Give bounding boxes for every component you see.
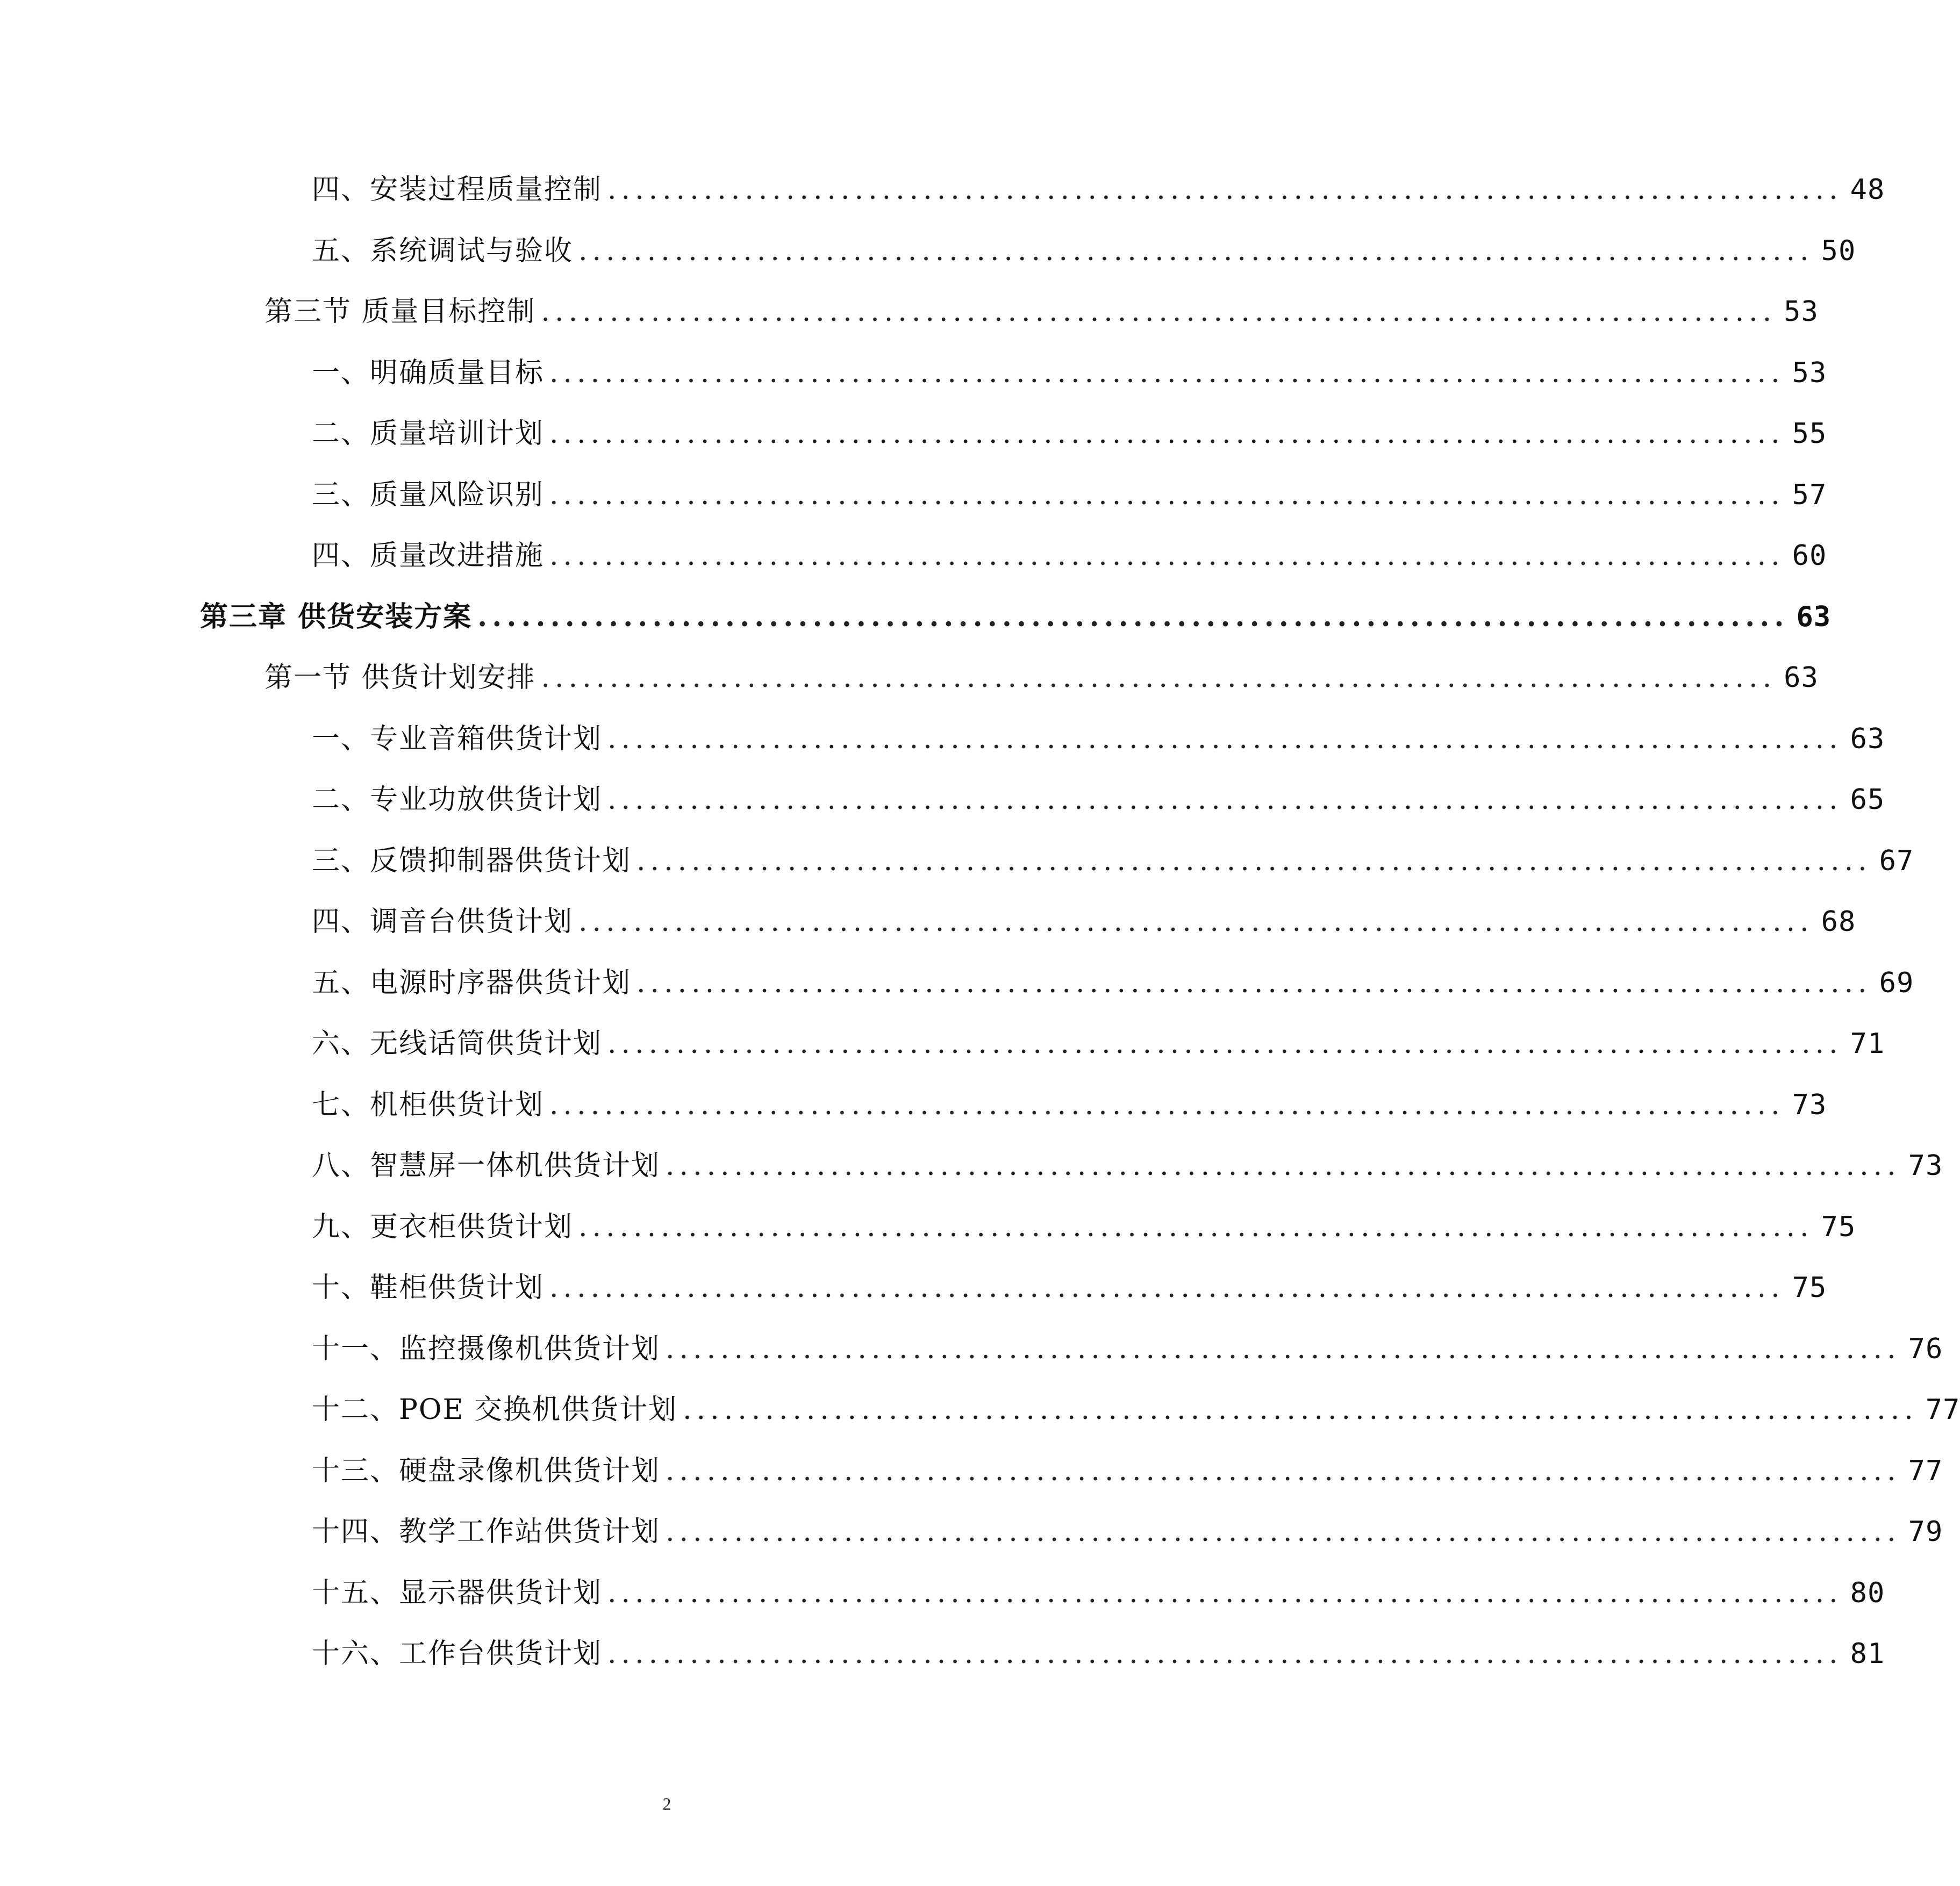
toc-entry-page: 76 [1908, 1333, 1943, 1365]
toc-entry-page: 77 [1925, 1394, 1960, 1426]
toc-entry-page: 68 [1821, 906, 1856, 938]
toc-entry-chapter[interactable] [200, 587, 1832, 636]
toc-entry[interactable] [312, 1564, 1885, 1612]
toc-entry-label: 一、专业音箱供货计划 [312, 723, 603, 755]
dot-leader: .......................................................................................... [578, 906, 1814, 938]
toc-entry-page: 75 [1792, 1272, 1827, 1304]
dot-leader: .......................................................................................... [549, 1272, 1785, 1304]
toc-entry-label: 十、鞋柜供货计划 [312, 1272, 545, 1304]
toc-entry[interactable] [312, 526, 1827, 575]
toc-entry-label: 第三章 供货安装方案 [200, 600, 473, 633]
toc-entry-page: 79 [1908, 1516, 1943, 1548]
dot-leader: .......................................................................................... [666, 1455, 1901, 1487]
toc-entry[interactable] [312, 1075, 1827, 1124]
toc-entry-label: 十六、工作台供货计划 [312, 1638, 603, 1670]
dot-leader: .......................................................................................... [541, 662, 1777, 694]
toc-entry-page: 50 [1821, 235, 1856, 267]
dot-leader: .......................................................................................... [607, 723, 1843, 755]
toc-entry[interactable] [312, 343, 1827, 392]
toc-entry[interactable] [312, 404, 1827, 453]
toc-entry[interactable] [312, 1197, 1856, 1246]
dot-leader: .......................................................................................... [549, 357, 1785, 389]
dot-leader: .......................................................................................... [477, 600, 1789, 633]
toc-entry-page: 48 [1850, 174, 1885, 206]
toc-entry[interactable] [312, 1624, 1885, 1673]
toc-entry-label: 二、质量培训计划 [312, 418, 545, 450]
toc-entry-page: 71 [1850, 1028, 1885, 1060]
toc-entry[interactable] [312, 221, 1856, 270]
toc-entry-label: 十五、显示器供货计划 [312, 1577, 603, 1609]
toc-entry[interactable] [312, 1380, 1960, 1429]
toc-entry[interactable] [312, 709, 1885, 758]
toc-entry[interactable] [312, 831, 1914, 880]
toc-entry-label: 第一节 供货计划安排 [264, 662, 536, 694]
toc-entry-label: 七、机柜供货计划 [312, 1089, 545, 1121]
dot-leader: .......................................................................................... [549, 418, 1785, 450]
toc-entry[interactable] [264, 282, 1819, 331]
toc-entry-page: 67 [1879, 845, 1914, 877]
toc-entry-label: 六、无线话筒供货计划 [312, 1028, 603, 1060]
dot-leader: .......................................................................................... [607, 1638, 1843, 1670]
toc-entry-label: 三、反馈抑制器供货计划 [312, 845, 632, 877]
toc-entry-page: 65 [1850, 784, 1885, 816]
toc-entry-label: 三、质量风险识别 [312, 479, 545, 511]
dot-leader: .......................................................................................... [683, 1394, 1918, 1426]
dot-leader: .......................................................................................... [607, 174, 1843, 206]
dot-leader: .......................................................................................... [549, 1089, 1785, 1121]
toc-entry[interactable] [264, 648, 1819, 697]
toc-entry-page: 81 [1850, 1638, 1885, 1670]
dot-leader: .......................................................................................... [549, 479, 1785, 511]
toc-entry[interactable] [312, 953, 1914, 1002]
toc-entry[interactable] [312, 1502, 1943, 1551]
page-number: 2 [662, 1794, 671, 1813]
dot-leader: .......................................................................................... [666, 1516, 1901, 1548]
toc-entry[interactable] [312, 1442, 1943, 1490]
toc-entry[interactable] [312, 160, 1885, 209]
toc-entry-page: 60 [1792, 540, 1827, 572]
toc-entry[interactable] [312, 770, 1885, 819]
toc-entry-label: 四、质量改进措施 [312, 540, 545, 572]
toc-entry[interactable] [312, 465, 1827, 514]
toc-entry-page: 63 [1784, 662, 1819, 694]
toc-entry-page: 53 [1784, 296, 1819, 328]
toc-entry[interactable] [312, 1258, 1827, 1307]
dot-leader: .......................................................................................... [636, 967, 1872, 999]
toc-entry-page: 63 [1850, 723, 1885, 755]
toc-entry[interactable] [312, 1014, 1885, 1063]
toc-entry-label: 五、系统调试与验收 [312, 235, 574, 267]
toc-entry-label: 八、智慧屏一体机供货计划 [312, 1150, 661, 1182]
toc-entry-label: 十四、教学工作站供货计划 [312, 1516, 661, 1548]
toc-entry-page: 53 [1792, 357, 1827, 389]
dot-leader: .......................................................................................... [666, 1333, 1901, 1365]
dot-leader: .......................................................................................... [607, 1577, 1843, 1609]
toc-entry-label: 四、调音台供货计划 [312, 906, 574, 938]
toc-entry-page: 63 [1796, 601, 1832, 633]
toc-entry-page: 69 [1879, 967, 1914, 999]
toc-entry-label: 九、更衣柜供货计划 [312, 1211, 574, 1243]
toc-entry-page: 73 [1908, 1150, 1943, 1182]
dot-leader: .......................................................................................... [607, 784, 1843, 816]
dot-leader: .......................................................................................... [636, 845, 1872, 877]
toc-entry-label: 一、明确质量目标 [312, 357, 545, 389]
toc-entry-label: 四、安装过程质量控制 [312, 174, 603, 206]
toc-entry-label: 十二、POE 交换机供货计划 [312, 1394, 678, 1426]
toc-entry[interactable] [312, 1320, 1943, 1368]
dot-leader: .......................................................................................... [541, 296, 1777, 328]
toc-entry-label: 十三、硬盘录像机供货计划 [312, 1455, 661, 1487]
toc-entry[interactable] [312, 892, 1856, 941]
dot-leader: .......................................................................................... [549, 540, 1785, 572]
dot-leader: .......................................................................................... [578, 1211, 1814, 1243]
toc-entry[interactable] [312, 1136, 1943, 1185]
toc-entry-page: 73 [1792, 1089, 1827, 1121]
dot-leader: .......................................................................................... [607, 1028, 1843, 1060]
toc-entry-page: 77 [1908, 1455, 1943, 1487]
toc-entry-page: 80 [1850, 1577, 1885, 1609]
toc-entry-label: 五、电源时序器供货计划 [312, 967, 632, 999]
toc-entry-label: 二、专业功放供货计划 [312, 784, 603, 816]
dot-leader: .......................................................................................... [578, 235, 1814, 267]
toc-entry-page: 75 [1821, 1211, 1856, 1243]
toc-entry-page: 57 [1792, 479, 1827, 511]
toc-entry-label: 第三节 质量目标控制 [264, 296, 536, 328]
toc-entry-page: 55 [1792, 418, 1827, 450]
toc-entry-label: 十一、监控摄像机供货计划 [312, 1333, 661, 1365]
dot-leader: .......................................................................................... [666, 1150, 1901, 1182]
